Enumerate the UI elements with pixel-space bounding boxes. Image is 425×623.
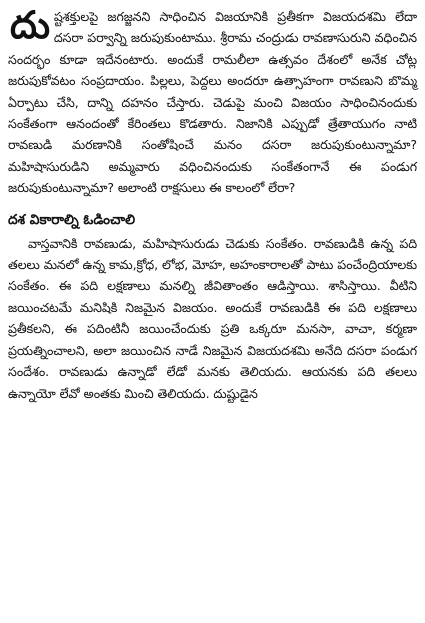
section-heading: దశ వికారాల్ని ఓడించాలి	[8, 211, 136, 228]
drop-cap: దు	[10, 3, 50, 47]
intro-paragraph	[8, 3, 417, 199]
body-paragraph: వాస్తవానికి రావణుడు, మహిషాసురుడు చెడుకు సంకేతం. రావణుడికి ఉన్న పది తలలు మనలో ఉన్న కామ,క్రోధ, లోభ, మోహ, అహంకారాలతో పాటు పంచేంద్రియాలకు సంకేతం. ఈ పది లక్షణాలు మనల్ని జీవితాంతం ఆడిస్తాయి. శాసిస్తాయి. వీటిని జయించటమే మనిషికి నిజమైన విజయం. అందుకే రావణుడికి ఈ పది లక్షణాలు ప్రతీకలని, ఈ పదింటినీ జయించేందుకు ప్రతి ఒక్కరూ మనసా, వాచా, కర్మణా ప్రయత్నించాలని, అలా జయించిన నాడే నిజమైన విజయదశమి అనేది దసరా పండుగ సందేశం. రావణుడు ఉన్నాడో లేడో మనకు తెలియదు. ఆయనకు పది తలలు ఉన్నాయో లేవో అంతకు మించి తెలియదు. దుష్టుడైన	[8, 235, 417, 401]
intro-paragraph-text: ష్టశక్తులపై జగజ్జనని సాధించిన విజయానికి ప్రతీకగా విజయదశమి లేదా దసరా పర్వాన్ని జరుపుకుంటాము. శ్రీరామ చంద్రుడు రావణాసురుని వధించిన సందర్భం కూడా ఇదేనంటారు. అందుకే రామలీలా ఉత్సవం దేశంలో అనేక చోట్ల జరుపుకోవటం సంప్రదాయం. పిల్లలు, పెద్దలు అందరూ ఉత్సాహంగా రావణుని బొమ్మ ఏర్పాటు చేసి, దాన్ని దహనం చేస్తారు. చెడుపై మంచి విజయం సాధించినందుకు సంకేతంగా ఆనందంతో కేరింతలు కొడతారు. నిజానికి ఎప్పుడో త్రేతాయుగం నాటి రావణుడి మరణానికి సంతోషించే మనం దసరా జరుపుకుంటున్నామా? మహిషాసురుడిని అమ్మవారు వధించినందుకు సంకేతంగానే ఈ పండుగ జరుపుకుంటున్నామా? అలాంటి రాక్షసులు ఈ కాలంలో లేరా?	[8, 9, 417, 196]
